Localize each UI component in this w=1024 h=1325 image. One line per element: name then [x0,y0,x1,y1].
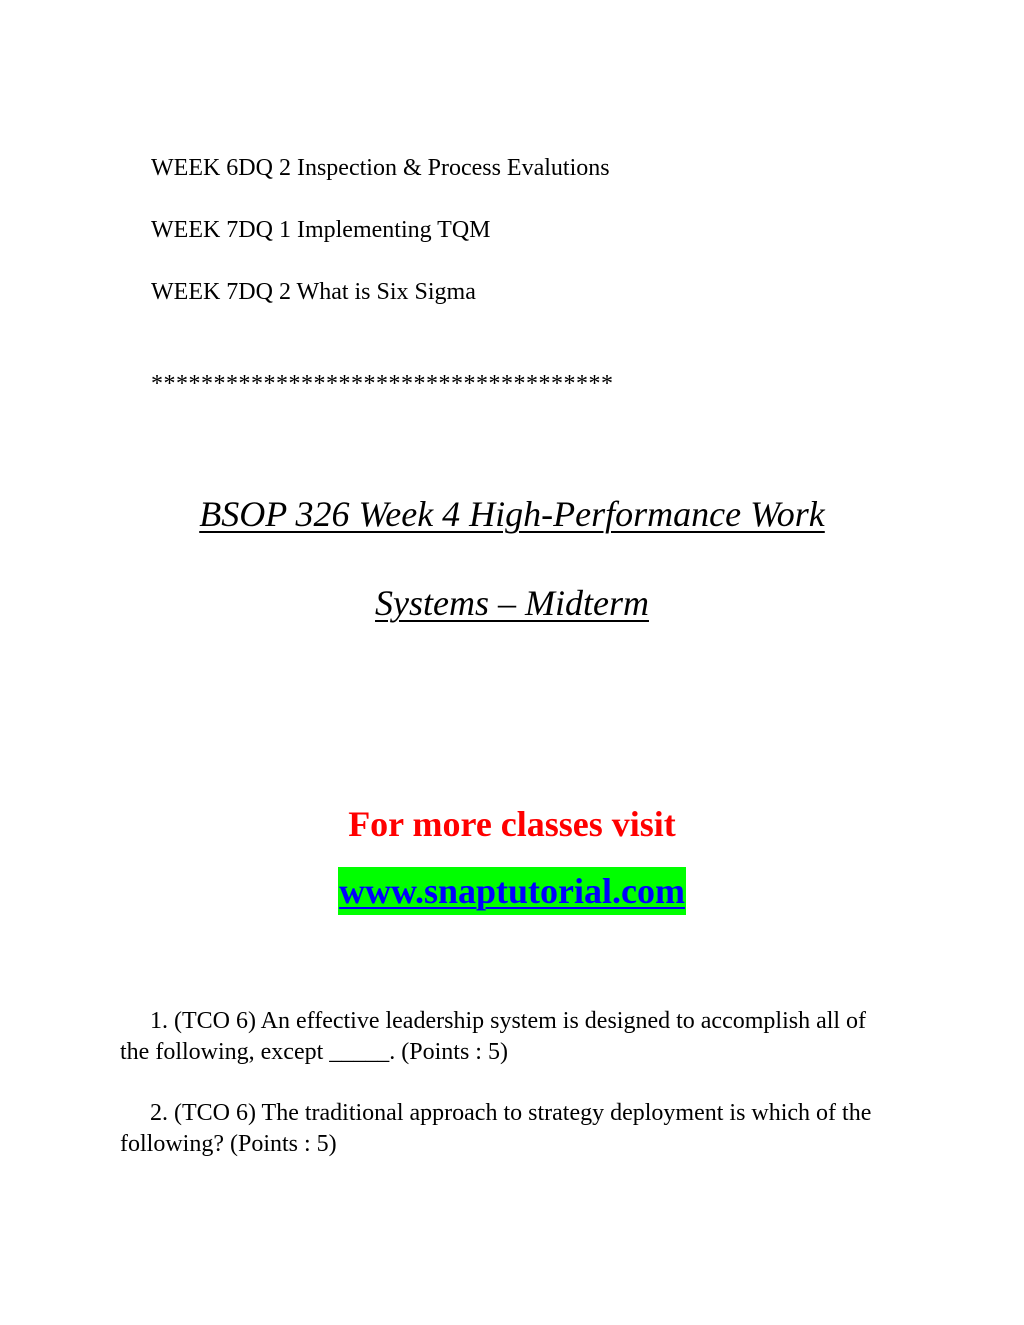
promo-text: For more classes visit [348,804,676,844]
title-text: BSOP 326 Week 4 High-Performance Work [199,494,825,534]
document-title-line-2 [0,582,1024,624]
week-item: WEEK 7DQ 2 What is Six Sigma [151,279,476,305]
separator: ************************************* [151,371,614,397]
question-item: 2. (TCO 6) The traditional approach to strategy deployment is which of the following? (Points : 5) [120,1100,872,1157]
promo-link-wrap [0,867,1024,915]
document-title-line-1 [0,493,1024,535]
title-text: Systems – Midterm [375,583,649,623]
week-item: WEEK 6DQ 2 Inspection & Process Evalutions [151,155,610,181]
promo-heading [0,803,1024,845]
week-item: WEEK 7DQ 1 Implementing TQM [151,217,491,243]
question-item: 1. (TCO 6) An effective leadership system is designed to accomplish all of the following, except _____. (Points : 5) [120,1008,867,1065]
website-link[interactable]: www.snaptutorial.com [338,867,686,915]
